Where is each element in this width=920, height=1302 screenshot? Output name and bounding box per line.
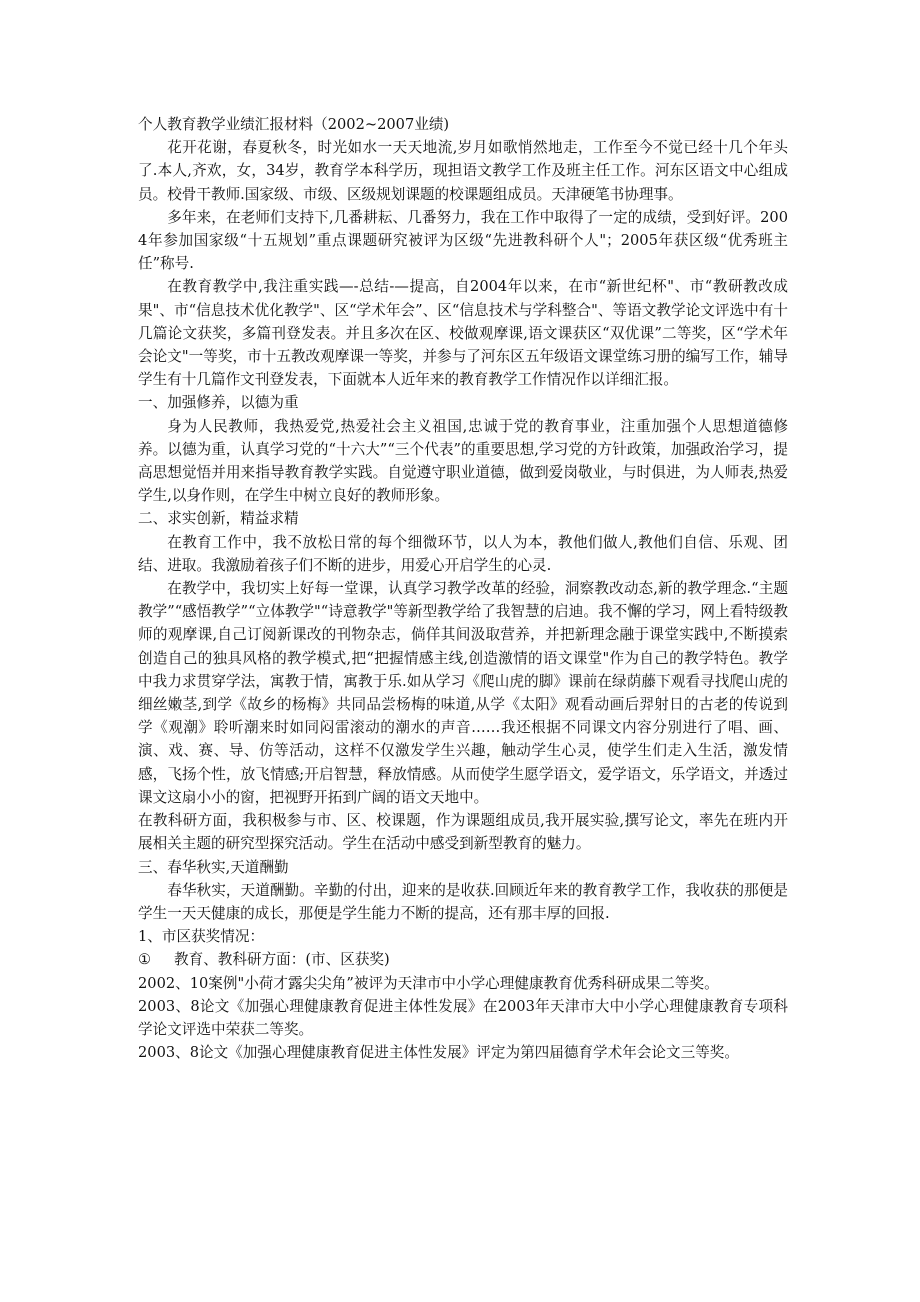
section-2-paragraph-1: 在教育工作中，我不放松日常的每个细微环节，以人为本，教他们做人,教他们自信、乐观、团结、进取。我激励着孩子们不断的进步，用爱心开启学生的心灵.	[138, 533, 788, 574]
section-3-heading: 三、春华秋实,天道酬勤	[138, 858, 289, 876]
award-item-3: 2003、8论文《加强心理健康教育促进主体性发展》评定为第四届德育学术年会论文三等奖。	[138, 1044, 739, 1062]
intro-paragraph-1: 花开花谢，春夏秋冬，时光如水一天天地流,岁月如歌悄然地走，工作至今不觉已经十几个年头了.本人,齐欢，女，34岁，教育学本科学历，现担语文教学工作及班主任工作。河东区语文中心组成员。校骨干教师.国家级、市级、区级规划课题的校课题组成员。天津硬笔书协理事。	[138, 139, 788, 203]
award-item-1: 2002、10案例"小荷才露尖尖角”被评为天津市中小学心理健康教育优秀科研成果二等奖。	[138, 974, 719, 992]
intro-paragraph-2: 多年来，在老师们支持下,几番耕耘、几番努力，我在工作中取得了一定的成绩，受到好评。2004年参加国家级“十五规划”重点课题研究被评为区级“先进教科研个人"；2005年获区级“优秀班主任”称号.	[138, 208, 788, 273]
award-item-2: 2003、8论文《加强心理健康教育促进主体性发展》在2003年天津市大中小学心理健康教育专项科学论文评选中荣获二等奖。	[138, 997, 788, 1038]
section-2-heading: 二、求实创新，精益求精	[138, 510, 299, 528]
document-page	[138, 113, 788, 1064]
awards-heading: 1、市区获奖情况：	[138, 928, 265, 946]
awards-subheading-text: 教育、教科研方面：(市、区获奖)	[174, 951, 390, 969]
document-title: 个人教育教学业绩汇报材料（2002~2007业绩)	[138, 116, 450, 133]
circled-one-marker: ①	[138, 951, 152, 969]
awards-subheading	[138, 948, 788, 971]
section-2-paragraph-2: 在教学中，我切实上好每一堂课，认真学习教学改革的经验，洞察教改动态,新的教学理念.“主题教学”“感悟教学”“立体教学"“诗意教学"等新型教学给了我智慧的启迪。我不懈的学习，网上看特级教师的观摩课,自己订阅新课改的刊物杂志，倘佯其间汲取营养，并把新理念融于课堂实践中,不断摸索创造自己的独具风格的教学模式,把“把握情感主线,创造激情的语文课堂"作为自己的教学特色。教学中我力求贯穿学法，寓教于情，寓教于乐.如从学习《爬山虎的脚》课前在绿荫藤下观看寻找爬山虎的细丝嫩茎,到学《故乡的杨梅》共同品尝杨梅的味道,从学《太阳》观看动画后羿射日的古老的传说到学《观潮》聆听潮来时如同闷雷滚动的潮水的声音……我还根据不同课文内容分别进行了唱、画、演、戏、赛、导、仿等活动，这样不仅激发学生兴趣，触动学生心灵，使学生们走入生活，激发情感，飞扬个性，放飞情感;开启智慧，释放情感。从而使学生愿学语文，爱学语文，乐学语文，并透过课文这扇小小的窗，把视野开拓到广阔的语文天地中。	[138, 580, 788, 806]
intro-paragraph-3: 在教育教学中,我注重实践—-总结-—提高，自2004年以来，在市“新世纪杯"、市“教研教改成果"、市“信息技术优化教学"、区“学术年会”、区“信息技术与学科整合"、等语文教学论文评选中有十几篇论文获奖，多篇刊登发表。并且多次在区、校做观摩课,语文课获区“双优课”二等奖，区“学术年会论文"一等奖，市十五教改观摩课一等奖，并参与了河东区五年级语文课堂练习册的编写工作，辅导学生有十几篇作文刊登发表，下面就本人近年来的教育教学工作情况作以详细汇报。	[138, 278, 788, 389]
section-3-paragraph-1: 春华秋实，天道酬勤。辛勤的付出，迎来的是收获.回顾近年来的教育教学工作，我收获的那便是学生一天天健康的成长，那便是学生能力不断的提高，还有那丰厚的回报.	[138, 881, 788, 922]
section-1-paragraph-1: 身为人民教师，我热爱党,热爱社会主义祖国,忠诚于党的教育事业，注重加强个人思想道德修养。以德为重，认真学习党的“十六大”“三个代表”的重要思想,学习党的方针政策，加强政治学习，提高思想觉悟并用来指导教育教学实践。自觉遵守职业道德，做到爱岗敬业，与时俱进，为人师表,热爱学生,以身作则，在学生中树立良好的教师形象。	[138, 417, 788, 505]
section-1-heading: 一、加强修养，以德为重	[138, 394, 299, 412]
section-2-research-paragraph: 在教科研方面，我积极参与市、区、校课题，作为课题组成员,我开展实验,撰写论文，率先在班内开展相关主题的研究型探究活动。学生在活动中感受到新型教育的魅力。	[138, 812, 788, 853]
